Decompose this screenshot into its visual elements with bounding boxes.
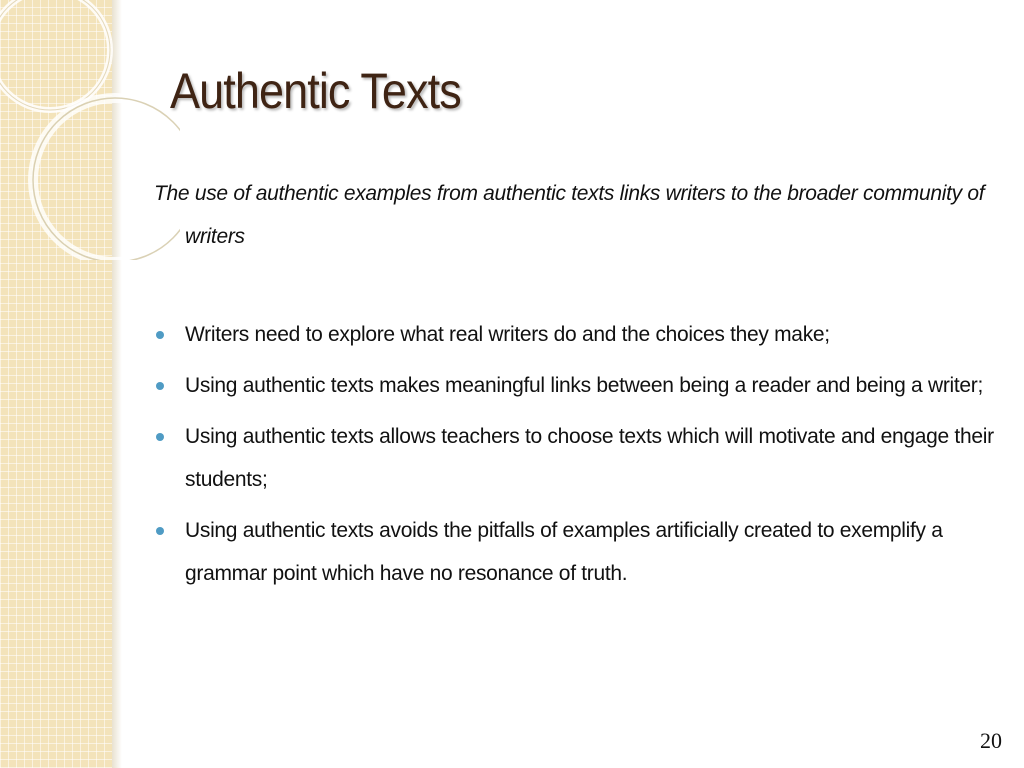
bullet-list: [154, 313, 994, 603]
bullet-item: [154, 313, 994, 356]
bullet-text: Using authentic texts avoids the pitfalls of examples artificially created to exemplify a grammar point which have no resonance of truth.: [185, 519, 943, 585]
page-number: 20: [980, 728, 1002, 753]
bullet-text: Using authentic texts allows teachers to choose texts which will motivate and engage their students;: [185, 425, 994, 491]
bullet-dot-icon: [156, 382, 164, 390]
ring-decoration: [0, 0, 180, 260]
intro-text: The use of authentic examples from authentic texts links writers to the broader community of writers: [154, 182, 985, 248]
bullet-text: Using authentic texts makes meaningful links between being a reader and being a writer;: [185, 374, 984, 397]
bullet-dot-icon: [156, 433, 164, 441]
bullet-text: Writers need to explore what real writers do and the choices they make;: [185, 323, 830, 346]
bullet-item: [154, 509, 994, 595]
slide-title: Authentic Texts: [170, 63, 461, 119]
bullet-item: [154, 415, 994, 501]
bullet-dot-icon: [156, 331, 164, 339]
bullet-item: [154, 364, 994, 407]
bullet-dot-icon: [156, 527, 164, 535]
